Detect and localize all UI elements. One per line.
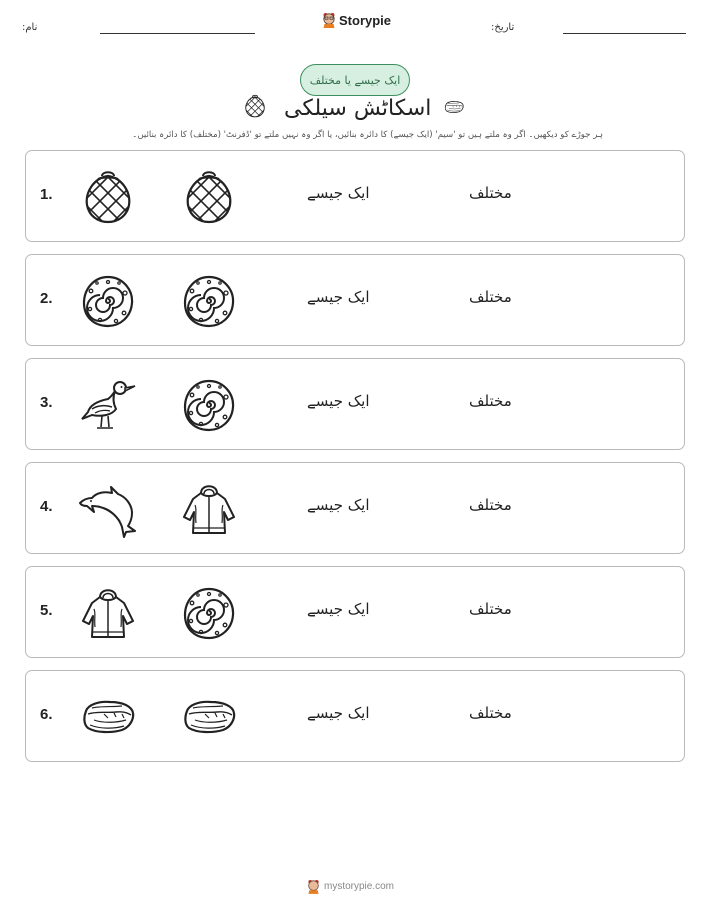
date-label: تاریخ: — [491, 22, 515, 33]
same-option[interactable]: ایک جیسے — [307, 704, 370, 722]
different-option[interactable]: مختلف — [469, 288, 512, 306]
exercise-row-5 — [25, 566, 685, 658]
exercise-row-1 — [25, 150, 685, 242]
footer — [307, 879, 394, 894]
flat-rock-icon — [78, 687, 138, 747]
row-number: 4. — [40, 498, 53, 515]
brand-name: Storypie — [339, 12, 392, 28]
different-option[interactable]: مختلف — [469, 600, 512, 618]
spiral-shell-icon — [179, 375, 239, 435]
net-bag-icon — [78, 167, 138, 227]
exercise-row-2 — [25, 254, 685, 346]
row-number: 5. — [40, 602, 53, 619]
different-option[interactable]: مختلف — [469, 704, 512, 722]
date-line[interactable] — [563, 33, 686, 34]
hooded-coat-icon — [179, 479, 239, 539]
brand-logo — [322, 12, 391, 28]
hooded-coat-icon — [78, 583, 138, 643]
name-label: نام: — [22, 22, 38, 33]
flat-rock-icon — [179, 687, 239, 747]
row-number: 2. — [40, 290, 53, 307]
same-or-different-badge: ایک جیسے یا مختلف — [300, 64, 410, 96]
page-title: اسکاٹش سیلکی — [284, 96, 432, 121]
storypie-mascot-icon — [322, 12, 336, 28]
exercise-row-4 — [25, 462, 685, 554]
different-option[interactable]: مختلف — [469, 496, 512, 514]
footer-mascot-icon — [307, 879, 320, 894]
instructions: ہر جوڑے کو دیکھیں۔ اگر وہ ملتے ہیں تو 'سیم' (ایک جیسے) کا دائرہ بنائیں، یا اگر وہ نہیں ملتے تو 'ڈفرنٹ' (مختلف) کا دائرہ بنائیں۔ — [132, 130, 603, 140]
row-number: 6. — [40, 706, 53, 723]
title-flat-rock-icon — [438, 96, 470, 118]
spiral-shell-icon — [179, 271, 239, 331]
same-option[interactable]: ایک جیسے — [307, 184, 370, 202]
title-net-bag-icon — [242, 92, 268, 120]
seagull-icon — [78, 375, 138, 435]
different-option[interactable]: مختلف — [469, 184, 512, 202]
exercise-row-3 — [25, 358, 685, 450]
dolphin-icon — [78, 479, 138, 539]
spiral-shell-icon — [78, 271, 138, 331]
net-bag-icon — [179, 167, 239, 227]
different-option[interactable]: مختلف — [469, 392, 512, 410]
spiral-shell-icon — [179, 583, 239, 643]
row-number: 1. — [40, 186, 53, 203]
same-option[interactable]: ایک جیسے — [307, 600, 370, 618]
same-option[interactable]: ایک جیسے — [307, 288, 370, 306]
footer-site[interactable]: mystorypie.com — [324, 881, 395, 892]
same-option[interactable]: ایک جیسے — [307, 496, 370, 514]
row-number: 3. — [40, 394, 53, 411]
name-line[interactable] — [100, 33, 255, 34]
same-option[interactable]: ایک جیسے — [307, 392, 370, 410]
exercise-row-6 — [25, 670, 685, 762]
